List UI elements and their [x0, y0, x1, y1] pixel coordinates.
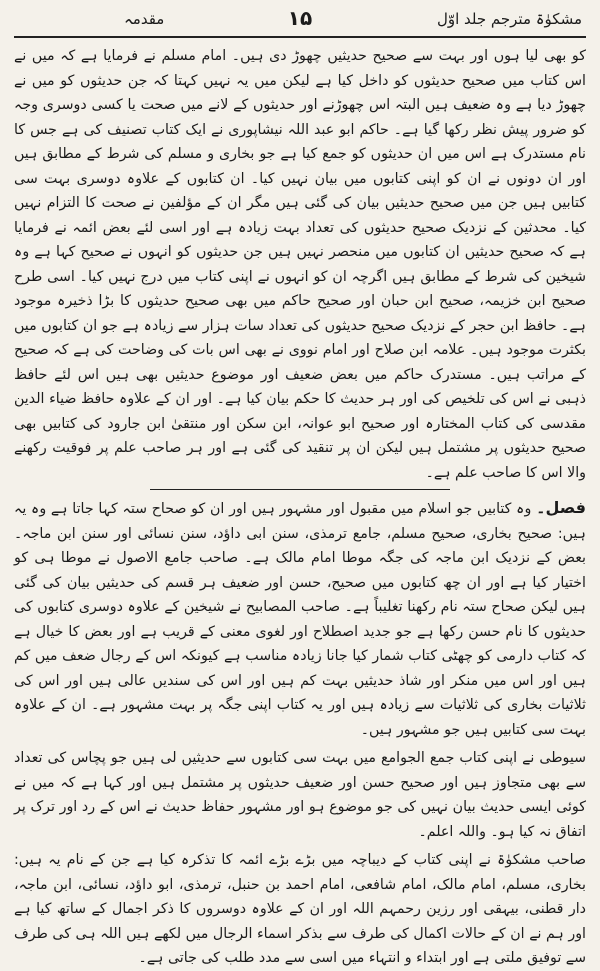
paragraph-4: صاحب مشکوٰۃ نے اپنی کتاب کے دیباچہ میں بڑے بڑے ائمہ کا تذکرہ کیا ہے جن کے نام یہ ہیں: بخاری، مسلم، امام مالک، امام شافعی، امام احمد بن حنبل، ترمذی، ابو داؤد، نسائی، ابن ماجہ، دار قطنی، بیہقی اور رزین رحمہم اللہ اور ان کے علاوہ دوسروں کا ذکر اجمال کے ساتھ کیا ہے اور ہم نے ان کے حالات اکمال کی طرف سے بذکر اسماء الرجال میں لکھے ہیں اللہ ہی کی طرف سے توفیق ملتی ہے اور ابتداء و انتہاء میں اسی سے مدد طلب کی جاتی ہے۔ [14, 852, 586, 966]
page-body [14, 44, 586, 971]
section-name: مقدمہ [124, 10, 165, 28]
paragraph-2-text: وہ کتابیں جو اسلام میں مقبول اور مشہور ہیں اور ان کو صحاح ستہ کہا جاتا ہے وہ یہ ہیں: صحیح بخاری، صحیح مسلم، جامع ترمذی، سنن ابی داؤد، سنن نسائی اور سنن ابن ماجہ۔ بعض کے نزدیک ابن ماجہ کی جگہ موطا امام مالک ہے۔ صاحب جامع الاصول نے موطا ہی کو اختیار کیا ہے اور ان چھ کتابوں میں صحیح، حسن اور ضعیف ہر قسم کی حدیثیں بیان کی گئی ہیں لیکن صحاح ستہ نام رکھنا تغلیباً ہے۔ صاحب المصابیح نے شیخین کے علاوہ دوسری کتابوں کی حدیثوں کا نام حسن رکھا ہے جو جدید اصطلاح اور لغوی معنی کے قریب ہے اور بعض کا خیال ہے کہ کتاب دارمی کو چھٹی کتاب شمار کیا جانا زیادہ مناسب ہے کیونکہ اس کے رجال ضعف میں کم ہیں اور اس میں منکر اور شاذ حدیثیں بہت کم ہیں اور اس کی سندیں عالی ہیں اور اس کی ثلاثیات بخاری کی ثلاثیات سے زیادہ ہیں اور یہ کتاب اپنی جگہ پر بہت مشہور ہے۔ ان کے علاوہ بہت سی کتابیں ہیں جو مشہور ہیں۔ [14, 501, 586, 738]
section-label: فصل۔ [536, 498, 586, 517]
paragraph-3: سیوطی نے اپنی کتاب جمع الجوامع میں بہت سی کتابوں سے حدیثیں لی ہیں جو پچاس کی تعداد سے بھی متجاوز ہیں اور صحیح حسن اور ضعیف حدیثوں پر مشتمل ہیں اور کہا ہے کہ میں نے کوئی ایسی حدیث بیان نہیں کی جو موضوع ہو اور مشہور حفاظ حدیث نے اس کے رد اور ترک پر اتفاق نہ کیا ہو۔ واللہ اعلم۔ [14, 750, 586, 840]
page-header [14, 6, 586, 38]
page-number: ۱۵ [287, 6, 313, 30]
book-title: مشکوٰۃ مترجم جلد اوّل [436, 10, 582, 28]
paragraph-1: کو بھی لیا ہوں اور بہت سے صحیح حدیثیں چھوڑ دی ہیں۔ امام مسلم نے فرمایا ہے کہ میں نے اس کتاب میں صحیح حدیثوں کو داخل کیا ہے لیکن میں یہ نہیں کہتا کہ جن حدیثوں کو میں نے چھوڑ دیا ہے وہ ضعیف ہیں البتہ اس چھوڑنے اور حدیثوں کے لانے میں صحت یا کسی دوسری وجہ کو ضرور پیش نظر رکھا گیا ہے۔ حاکم ابو عبد اللہ نیشاپوری نے ایک کتاب تصنیف کی ہے جس کا نام مستدرک ہے اس میں ان حدیثوں کو جمع کیا ہے جو بخاری و مسلم کی شرط کے مطابق ہیں اور ان دونوں نے ان کو اپنی کتابوں میں بیان نہیں کیا۔ ان کتابوں کے علاوہ دوسری بہت سی کتابیں ہیں جن میں صحیح حدیثیں بیان کی گئی ہیں مگر ان کے مؤلفین نے صحت کا التزام نہیں کیا۔ محدثین کے نزدیک صحیح حدیثوں کی تعداد بہت زیادہ ہے اور اسی لئے بعض ائمہ نے فرمایا ہے کہ صحیح حدیثیں ان کتابوں میں منحصر نہیں ہیں جن حدیثوں کو انہوں نے صحیح کہا ہے وہ شیخین کی شرط کے مطابق ہیں اگرچہ ان کو انہوں نے اپنی کتاب میں درج نہیں کیا۔ اسی طرح صحیح ابن خزیمہ، صحیح ابن حبان اور صحیح حاکم میں بھی صحیح حدیثوں کا بڑا ذخیرہ موجود ہے۔ حافظ ابن حجر کے نزدیک صحیح حدیثوں کی تعداد سات ہزار سے زیادہ ہے جو ان کتابوں میں بکثرت موجود ہیں۔ علامہ ابن صلاح اور امام نووی نے بھی اس بات کی وضاحت کی ہے کہ صحیح کے مراتب ہیں۔ مستدرک حاکم میں بعض ضعیف اور موضوع حدیثیں بھی ہیں اس لئے حافظ ذہبی نے اس کی تلخیص کی اور ہر حدیث کا حکم بیان کیا ہے۔ اور ان کے علاوہ حافظ ضیاء الدین مقدسی کی کتاب المختارہ اور صحیح ابو عوانہ، ابن سکن اور منتقیٰ ابن جارود کی کتابیں بھی صحیح حدیثوں پر مشتمل ہیں لیکن ان پر تنقید کی گئی ہے اور ہر صاحب علم پر فوقیت رکھنے والا اس کا صاحب علم ہے۔ [14, 48, 586, 481]
section-divider [150, 489, 450, 490]
paragraph-2 [14, 496, 586, 742]
